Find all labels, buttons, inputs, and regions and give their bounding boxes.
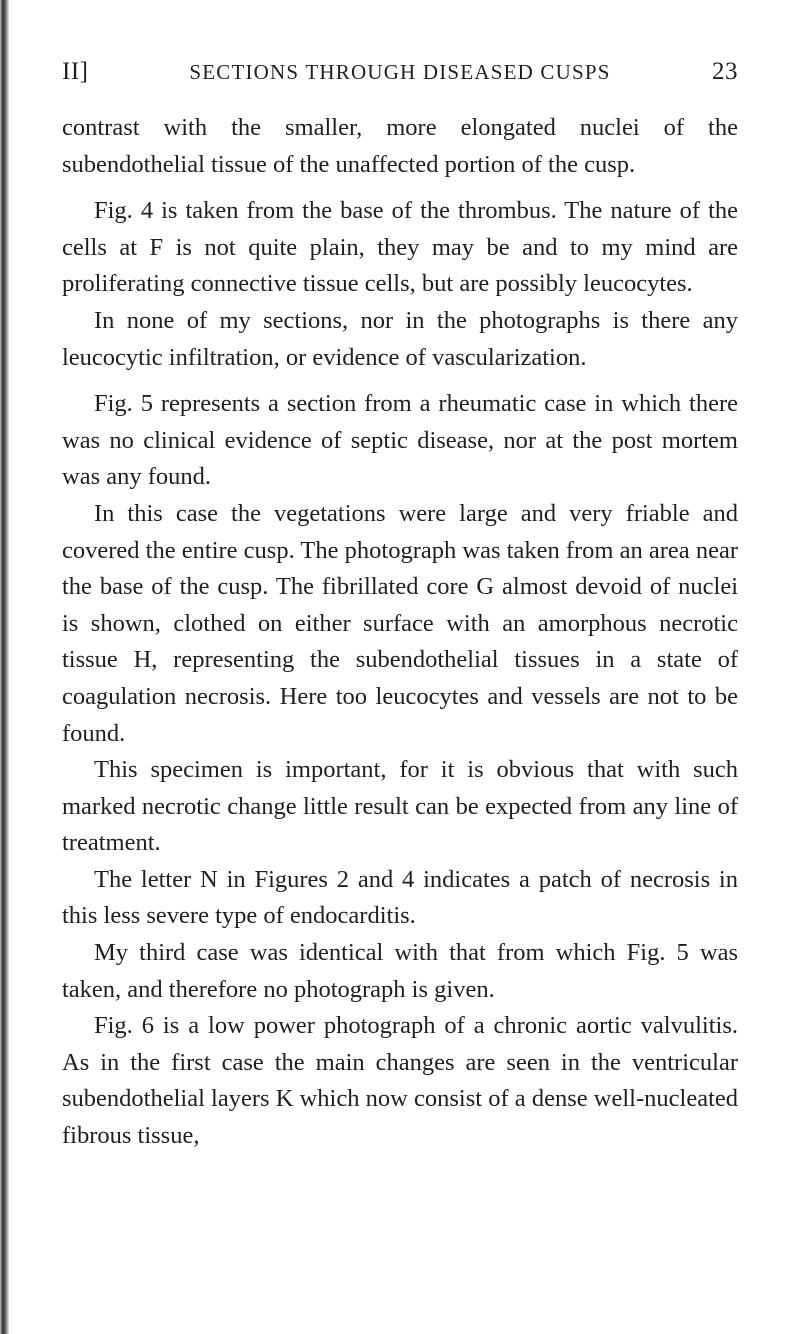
chapter-number: II] (62, 58, 89, 85)
paragraph: Fig. 5 represents a section from a rheumatic case in which there was no clinical evidence of septic disease, nor at the post mortem was any found. (62, 390, 738, 491)
paragraph: contrast with the smaller, more elongated nuclei of the subendothelial tissue of the unaffected portion of the cusp. (62, 114, 738, 178)
body-text (62, 110, 738, 1155)
paragraph: In none of my sections, nor in the photographs is there any leucocytic infiltration, or evidence of vascularization. (62, 306, 738, 371)
paragraph: The letter N in Figures 2 and 4 indicates a patch of necrosis in this less severe type of endocarditis. (62, 865, 738, 930)
paragraph: In this case the vegetations were large and very friable and covered the entire cusp. The photograph was taken from an area near the base of the cusp. The fibrillated core G almost devoid of nuclei is shown, clothed on either surface with an amorphous necrotic tissue H, representing the subendothelial tissues in a state of coagulation necrosis. Here too leucocytes and vessels are not to be found. (62, 499, 738, 747)
paragraph: Fig. 4 is taken from the base of the thrombus. The nature of the cells at F is not quite plain, they may be and to my mind are proliferating connective tissue cells, but are possibly leucocytes. (62, 197, 738, 298)
paragraph: This specimen is important, for it is obvious that with such marked necrotic change little result can be expected from any line of treatment. (62, 756, 738, 857)
paragraph: Fig. 6 is a low power photograph of a chronic aortic valvulitis. As in the first case the main changes are seen in the ventricular subendothelial layers K which now consist of a dense well-nucleated fibrous tissue, (62, 1012, 738, 1150)
page-binding-edge (0, 0, 9, 1334)
paragraph: My third case was identical with that from which Fig. 5 was taken, and therefore no photograph is given. (62, 939, 738, 1003)
running-title: SECTIONS THROUGH DISEASED CUSPS (189, 60, 611, 84)
running-head (62, 52, 738, 92)
page-number: 23 (712, 58, 738, 85)
book-page (62, 52, 738, 1155)
